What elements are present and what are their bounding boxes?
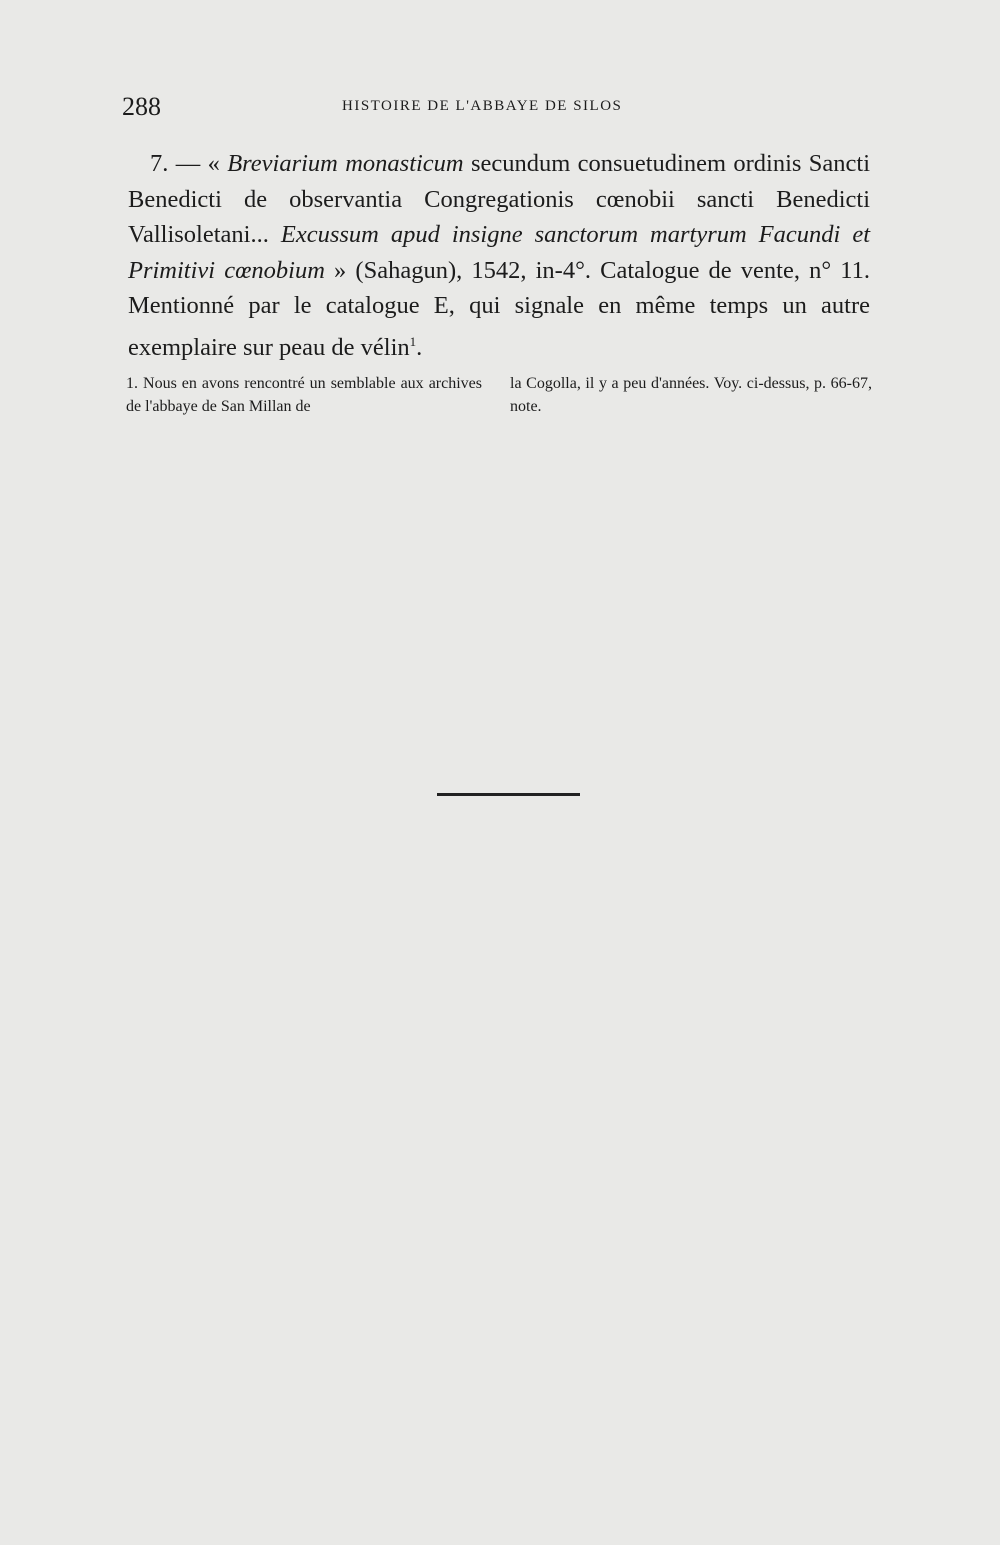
entry-title: Breviarium monasticum — [227, 150, 464, 177]
entry-text-1: secundum consuetudinem ordinis Sancti Benedicti de observantia Congregationis cœnobii sancti Benedicti Vallisoletani... — [128, 150, 871, 248]
section-divider — [437, 793, 580, 796]
footnote-reference: 1 — [409, 333, 417, 349]
entry-number: 7. — [150, 150, 169, 177]
page-number: 288 — [122, 92, 161, 121]
page-header — [120, 92, 890, 128]
running-head: HISTOIRE DE L'ABBAYE DE SILOS — [342, 98, 623, 114]
entry-dash: — « — [168, 150, 228, 177]
footnote-column-left: 1. Nous en avons rencontré un semblable aux archives de l'abbaye de San Millan de — [126, 375, 482, 415]
footnote-column-right: la Cogolla, il y a peu d'années. Voy. ci-dessus, p. 66-67, note. — [510, 375, 872, 415]
entry-imprint: Excussum apud insigne sanctorum martyrum Facundi et Primitivi cœnobium — [128, 221, 871, 284]
entry-text-2: » (Sahagun), 1542, in-4°. Catalogue de vente, n° 11. Mentionné par le catalogue E, qui signale en même temps un autre exemplaire sur peau de vélin — [128, 256, 870, 361]
catalogue-entry — [128, 146, 870, 365]
entry-text-3: . — [416, 333, 423, 361]
footnotes — [126, 372, 872, 418]
main-text — [128, 146, 870, 365]
